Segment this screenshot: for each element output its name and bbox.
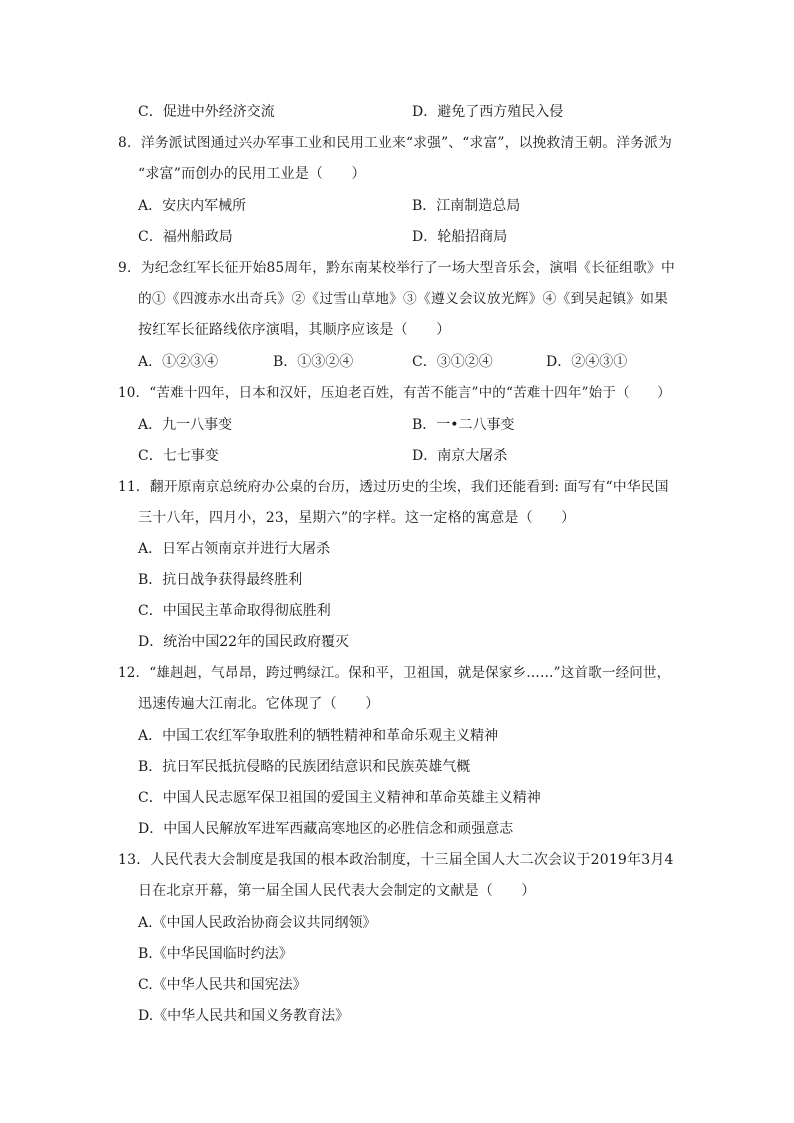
q13-option-b: B.《中华民国临时约法》 bbox=[138, 946, 293, 962]
q13-stem-line-2: 日在北京开幕，第一届全国人民代表大会制定的文献是（ ） bbox=[138, 883, 536, 899]
q7-option-c: C．促进中外经济交流 bbox=[138, 104, 275, 120]
q10-option-b: B．一•二八事变 bbox=[412, 417, 515, 433]
q13-option-d: D.《中华人民共和国义务教育法》 bbox=[138, 1008, 350, 1024]
q7-option-d: D．避免了西方殖民入侵 bbox=[412, 104, 564, 120]
q12-option-a: A．中国工农红军争取胜利的牺牲精神和革命乐观主义精神 bbox=[138, 728, 499, 744]
q11-stem-line-1: 11．翻开原南京总统府办公桌的台历，透过历史的尘埃，我们还能看到: 面写有“中华民国 bbox=[118, 479, 669, 495]
q11-option-d: D．统治中国22年的国民政府覆灭 bbox=[138, 634, 350, 650]
q12-stem-line-1: 12．“雄赳赳，气昂昂，跨过鸭绿江。保和平，卫祖国，就是保家乡……”这首歌一经问世， bbox=[118, 665, 671, 681]
q9-stem-line-3: 按红军长征路线依序演唱，其顺序应该是（ ） bbox=[138, 322, 451, 338]
q12-option-d: D．中国人民解放军进军西藏高寒地区的必胜信念和顽强意志 bbox=[138, 821, 514, 837]
q8-option-a: A．安庆内军械所 bbox=[138, 198, 247, 214]
q9-option-d: D．②④③① bbox=[546, 354, 628, 370]
q8-option-b: B．江南制造总局 bbox=[412, 198, 521, 214]
q8-stem-line-2: “求富”而创办的民用工业是（ ） bbox=[138, 166, 366, 182]
q9-option-a: A．①②③④ bbox=[138, 354, 219, 370]
q9-option-b: B．①③②④ bbox=[273, 354, 354, 370]
q12-option-b: B．抗日军民抵抗侵略的民族团结意识和民族英雄气概 bbox=[138, 759, 471, 775]
q10-option-d: D．南京大屠杀 bbox=[412, 448, 508, 464]
q10-stem-line-1: 10．“苦难十四年，日本和汉奸，压迫老百姓，有苦不能言”中的“苦难十四年”始于（ ） bbox=[118, 385, 671, 401]
q13-option-c: C.《中华人民共和国宪法》 bbox=[138, 977, 307, 993]
q9-stem-line-1: 9．为纪念红军长征开始85周年，黔东南某校举行了一场大型音乐会，演唱《长征组歌》中 bbox=[118, 260, 675, 276]
q12-option-c: C．中国人民志愿军保卫祖国的爱国主义精神和革命英雄主义精神 bbox=[138, 790, 541, 806]
q8-stem-line-1: 8．洋务派试图通过兴办军事工业和民用工业来“求强”、“求富”，以挽救清王朝。洋务派为 bbox=[118, 135, 673, 151]
q9-option-c: C．③①②④ bbox=[412, 354, 493, 370]
q11-option-b: B．抗日战争获得最终胜利 bbox=[138, 572, 303, 588]
q13-option-a: A.《中国人民政治协商会议共同纲领》 bbox=[138, 915, 377, 931]
q10-option-a: A．九一八事变 bbox=[138, 417, 233, 433]
q12-stem-line-2: 迅速传遍大江南北。它体现了（ ） bbox=[138, 696, 380, 712]
q11-stem-line-2: 三十八年，四月小，23，星期六”的字样。这一定格的寓意是（ ） bbox=[138, 510, 576, 526]
q9-stem-line-2: 的①《四渡赤水出奇兵》②《过雪山草地》③《遵义会议放光辉》④《到吴起镇》如果 bbox=[138, 291, 669, 307]
q10-option-c: C．七七事变 bbox=[138, 448, 219, 464]
q8-option-d: D．轮船招商局 bbox=[412, 229, 508, 245]
q11-option-a: A．日军占领南京并进行大屠杀 bbox=[138, 541, 331, 557]
q8-option-c: C．福州船政局 bbox=[138, 229, 233, 245]
q13-stem-line-1: 13．人民代表大会制度是我国的根本政治制度，十三届全国人大二次会议于2019年3月4 bbox=[118, 852, 674, 868]
q11-option-c: C．中国民主革命取得彻底胜利 bbox=[138, 603, 331, 619]
